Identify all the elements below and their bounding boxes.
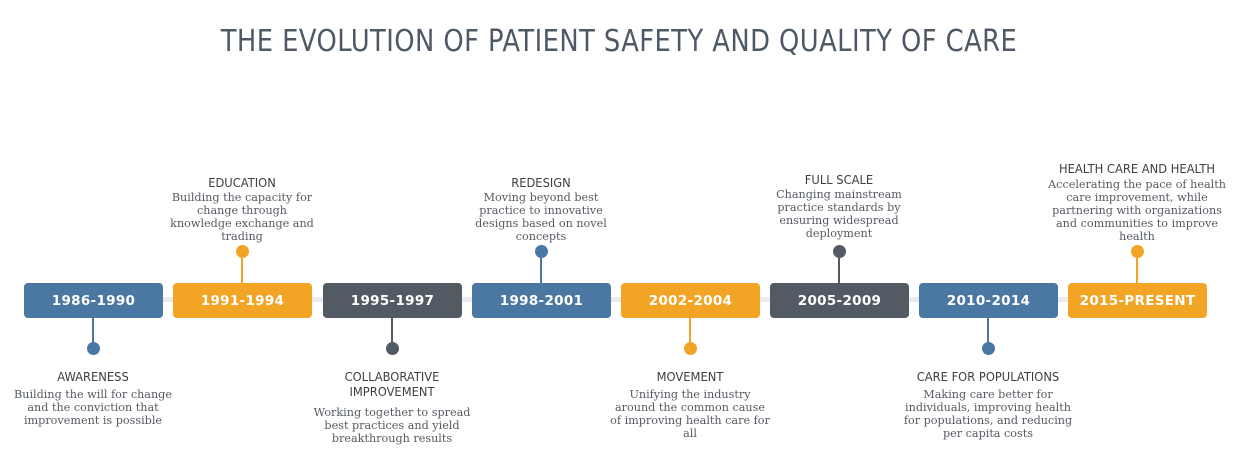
milestone-2015-present-box: 2015-PRESENT	[1068, 283, 1207, 318]
milestone-1998-2001-box: 1998-2001	[472, 283, 611, 318]
milestone-2015-present-description: Accelerating the pace of health care improvement, while partnering with organizations and communities to improve health	[1048, 178, 1226, 243]
milestone-2005-2009-dot	[833, 245, 846, 258]
milestone-2010-2014-description: Making care better for individuals, improving health for populations, and reducing per capita costs	[903, 388, 1073, 440]
milestone-1991-1994-label: EDUCATION	[208, 175, 276, 190]
milestone-1986-1990-box: 1986-1990	[24, 283, 163, 318]
milestone-1998-2001-dot	[535, 245, 548, 258]
milestone-2015-present-stem	[1136, 255, 1138, 283]
milestone-1998-2001-label: REDESIGN	[511, 175, 571, 190]
milestone-2005-2009-description: Changing mainstream practice standards by ensuring widespread deployment	[776, 188, 902, 240]
milestone-1986-1990-dot	[87, 342, 100, 355]
milestone-2002-2004-dot	[684, 342, 697, 355]
milestone-1991-1994-description: Building the capacity for change through knowledge exchange and trading	[170, 191, 314, 243]
milestone-1991-1994-dot	[236, 245, 249, 258]
milestone-2010-2014-label: CARE FOR POPULATIONS	[916, 369, 1060, 384]
milestone-1998-2001-stem	[540, 255, 542, 283]
milestone-1991-1994-box: 1991-1994	[173, 283, 312, 318]
milestone-2015-present-dot	[1131, 245, 1144, 258]
milestone-2010-2014-dot	[982, 342, 995, 355]
milestone-2002-2004-label: MOVEMENT	[656, 369, 724, 384]
milestone-1995-1997-dot	[386, 342, 399, 355]
page-title: THE EVOLUTION OF PATIENT SAFETY AND QUALITY OF CARE	[220, 24, 1018, 59]
milestone-2002-2004-box: 2002-2004	[621, 283, 760, 318]
milestone-1995-1997-label: COLLABORATIVE IMPROVEMENT	[344, 369, 440, 399]
milestone-2002-2004-description: Unifying the industry around the common cause of improving health care for all	[610, 388, 770, 440]
milestone-2015-present-label: HEALTH CARE AND HEALTH	[1059, 161, 1215, 176]
milestone-1986-1990-description: Building the will for change and the conviction that improvement is possible	[14, 388, 172, 427]
milestone-1998-2001-description: Moving beyond best practice to innovative designs based on novel concepts	[475, 191, 607, 243]
milestone-2010-2014-box: 2010-2014	[919, 283, 1058, 318]
milestone-2005-2009-label: FULL SCALE	[804, 172, 874, 187]
milestone-2005-2009-stem	[838, 255, 840, 283]
milestone-1995-1997-description: Working together to spread best practices and yield breakthrough results	[313, 406, 471, 445]
milestone-2005-2009-box: 2005-2009	[770, 283, 909, 318]
milestone-1995-1997-box: 1995-1997	[323, 283, 462, 318]
milestone-1986-1990-label: AWARENESS	[57, 369, 129, 384]
milestone-1991-1994-stem	[241, 255, 243, 283]
